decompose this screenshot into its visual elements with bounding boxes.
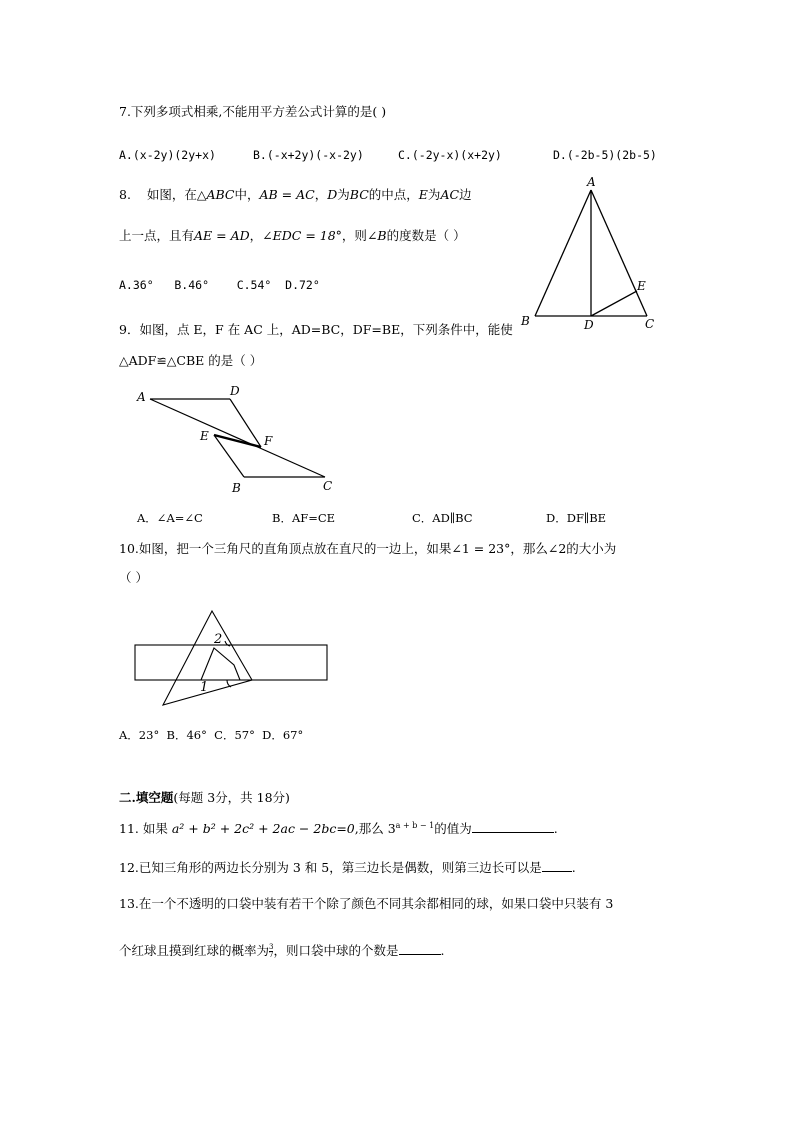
q13-text-a: 个红球且摸到红球的概率为 (119, 943, 270, 958)
q8-text: 边 (459, 187, 472, 202)
q13-line1: 13.在一个不透明的口袋中装有若干个除了颜色不同其余都相同的球，如果口袋中只装有 3 (119, 896, 614, 911)
q7-option-c: C.(-2y-x)(x+2y) (398, 148, 502, 162)
q8-math: E (418, 187, 428, 202)
q8-text: 如图，在△ (146, 187, 207, 202)
q8-text: ， (249, 228, 263, 243)
section2-title: 二.填空题 (119, 790, 174, 805)
q13-text-b: ，则口袋中球的个数是 (273, 943, 399, 958)
q13-end: . (440, 943, 445, 958)
q9-option-c: C．AD∥BC (412, 511, 473, 525)
q9-figure (130, 383, 350, 498)
q8-line1 (119, 187, 472, 203)
q9-line2: △ADF≌△CBE 的是（ ） (119, 353, 263, 368)
q8-label-d: D (584, 318, 594, 332)
q11-prefix: 11. 如果 (119, 821, 168, 836)
q8-segment-ac (591, 190, 647, 316)
q8-label-b: B (521, 314, 530, 328)
q11-end: . (553, 821, 558, 836)
q9-label-e: E (200, 429, 209, 443)
q11-answer-blank[interactable] (472, 820, 554, 833)
q8-segment-de (591, 291, 637, 316)
q7-option-a: A.(x-2y)(2y+x) (119, 148, 216, 162)
q10-line2: （ ） (119, 570, 148, 585)
q9-label-d: D (230, 384, 240, 398)
q10-ruler-triangle-figure (130, 608, 340, 713)
q9-option-b: B．AF=CE (272, 511, 336, 525)
q7-option-b: B.(-x+2y)(-x-2y) (253, 148, 364, 162)
q9-option-a: A．∠A=∠C (137, 511, 203, 525)
q8-math: D (327, 187, 338, 202)
q8-label-e: E (637, 279, 646, 293)
q8-segment-ab (535, 190, 591, 316)
q11-exponent: a + b − 1 (395, 820, 435, 830)
q8-math: ∠B (366, 228, 387, 243)
q8-text: 为 (337, 187, 350, 202)
q8-math: AB = AC (259, 187, 315, 202)
q8-line2 (119, 228, 466, 244)
q8-text: 的度数是（ ） (386, 228, 466, 243)
q9-label-b: B (232, 481, 241, 495)
q8-math: ABC (206, 187, 235, 202)
q11-suffix: 的值为 (434, 821, 472, 836)
q11-mid: ,那么 3 (354, 821, 396, 836)
q8-math: AE = AD (194, 228, 250, 243)
q7-option-d: D.(-2b-5)(2b-5) (553, 148, 657, 162)
q7-stem: 7.下列多项式相乘,不能用平方差公式计算的是( ) (119, 104, 387, 119)
q8-label-c: C (645, 317, 655, 331)
section2-heading (119, 790, 290, 806)
q11-expression: a² + b² + 2c² + 2ac − 2bc=0 (171, 821, 355, 836)
q8-text: 为 (427, 187, 441, 202)
q13-answer-blank[interactable] (399, 942, 441, 955)
q13-frac-den: 7 (269, 951, 274, 959)
q11-line (119, 820, 558, 837)
q8-math: AC (440, 187, 460, 202)
q8-number: 8. (119, 187, 131, 202)
q8-text: 上一点，且有 (119, 228, 195, 243)
q10-options: A．23° B．46° C．57° D．67° (119, 728, 304, 742)
q12-end: . (571, 860, 576, 875)
q9-label-c: C (323, 479, 333, 493)
q13-line2 (119, 942, 444, 959)
q9-option-d: D．DF∥BE (546, 511, 607, 525)
q8-label-a: A (587, 175, 596, 189)
q10-triangle-inner (201, 648, 240, 680)
q8-options: A.36° B.46° C.54° D.72° (119, 278, 320, 292)
q8-text: ， (314, 187, 328, 202)
q10-label-2: 2 (214, 632, 223, 647)
q8-text: ，则 (341, 228, 367, 243)
q8-text: 中， (234, 187, 260, 202)
q10-line1: 10.如图，把一个三角尺的直角顶点放在直尺的一边上，如果∠1 = 23°，那么∠2的大小为 (119, 541, 617, 556)
q8-math: BC (349, 187, 369, 202)
q13-frac-num: 3 (269, 943, 274, 951)
section2-note: (每题 3分，共 18分) (173, 790, 290, 805)
q9-line1: 9．如图，点 E，F 在 AC 上，AD=BC，DF=BE，下列条件中，能使 (119, 322, 513, 337)
q8-text: 的中点， (368, 187, 419, 202)
q8-triangle-figure (518, 172, 658, 332)
q9-label-f: F (264, 434, 273, 448)
q10-label-1: 1 (200, 680, 209, 695)
q8-math: ∠EDC = 18° (262, 228, 342, 243)
q12-line (119, 859, 576, 876)
q9-label-a: A (137, 390, 146, 404)
q12-text: 12.已知三角形的两边长分别为 3 和 5，第三边长是偶数，则第三边长可以是 (119, 860, 542, 875)
q12-answer-blank[interactable] (542, 859, 572, 872)
